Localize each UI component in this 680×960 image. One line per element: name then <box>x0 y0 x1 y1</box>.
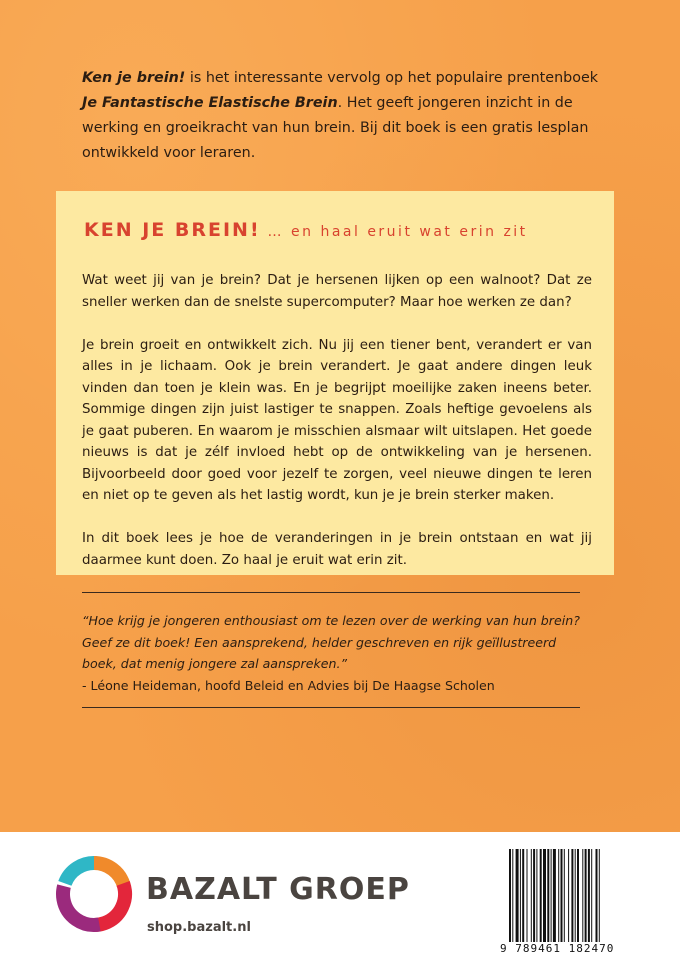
quote-text: “Hoe krijg je jongeren enthousiast om te lezen over de werking van hun brein? Geef ze dit boek! Een aansprekend, helder geschreven en rijk geïllustreerd boek, dat menig jongere zal aanspreken.” <box>82 613 580 671</box>
divider-bottom <box>82 707 580 708</box>
bazalt-logo-icon <box>52 852 136 936</box>
intro-title: Ken je brein! <box>82 70 186 86</box>
panel-body <box>82 270 592 593</box>
panel-paragraph-3: In dit boek lees je hoe de veranderingen in je brein ontstaan en wat jij daarmee kunt doen. Zo haal je eruit wat erin zit. <box>82 531 592 568</box>
footer-bar <box>0 832 680 960</box>
divider-top <box>82 592 580 593</box>
website-link[interactable]: shop.bazalt.nl <box>147 920 251 935</box>
panel-subtitle: … en haal eruit wat erin zit <box>260 224 528 240</box>
intro-text <box>82 66 602 166</box>
panel-paragraph-1: Wat weet jij van je brein? Dat je hersenen lijken op een walnoot? Dat ze sneller werken dan de snelste supercomputer? Maar hoe werken ze dan? <box>82 273 592 310</box>
blurb-panel <box>56 191 614 575</box>
panel-paragraph-2: Je brein groeit en ontwikkelt zich. Nu jij een tiener bent, verandert er van alles in je lichaam. Ook je brein verandert. Je gaat andere dingen leuk vinden dan toen je klein was. En je begrijpt moeilijke zaken ineens beter. Sommige dingen zijn juist lastiger te snappen. Zoals heftige gevoelens als je gaat puberen. En waarom je misschien alsmaar wilt uitslapen. Het goede nieuws is dat je zélf invloed hebt op de ontwikkeling van je hersenen. Bijvoorbeeld door goed voor jezelf te zorgen, veel nieuwe dingen te leren en niet op te geven als het lastig wordt, kun je je brein sterker maken. <box>82 337 592 503</box>
barcode-icon <box>508 849 632 942</box>
review-quote <box>82 610 582 696</box>
panel-title-main: KEN JE BREIN! <box>84 219 261 241</box>
intro-part1: is het interessante vervolg op het populaire prentenboek <box>185 70 599 86</box>
intro-part2: . Het geeft jongeren inzicht in de werking en groeikracht van hun brein. Bij dit boek is een gratis lesplan ontwikkeld voor leraren. <box>82 95 589 161</box>
panel-title <box>84 219 594 241</box>
quote-attribution: - Léone Heideman, hoofd Beleid en Advies bij De Haagse Scholen <box>82 677 495 693</box>
isbn-number: 9 789461 182470 <box>500 942 615 955</box>
brand-name: BAZALT GROEP <box>146 872 410 907</box>
intro-book-title: Je Fantastische Elastische Brein <box>82 95 338 111</box>
